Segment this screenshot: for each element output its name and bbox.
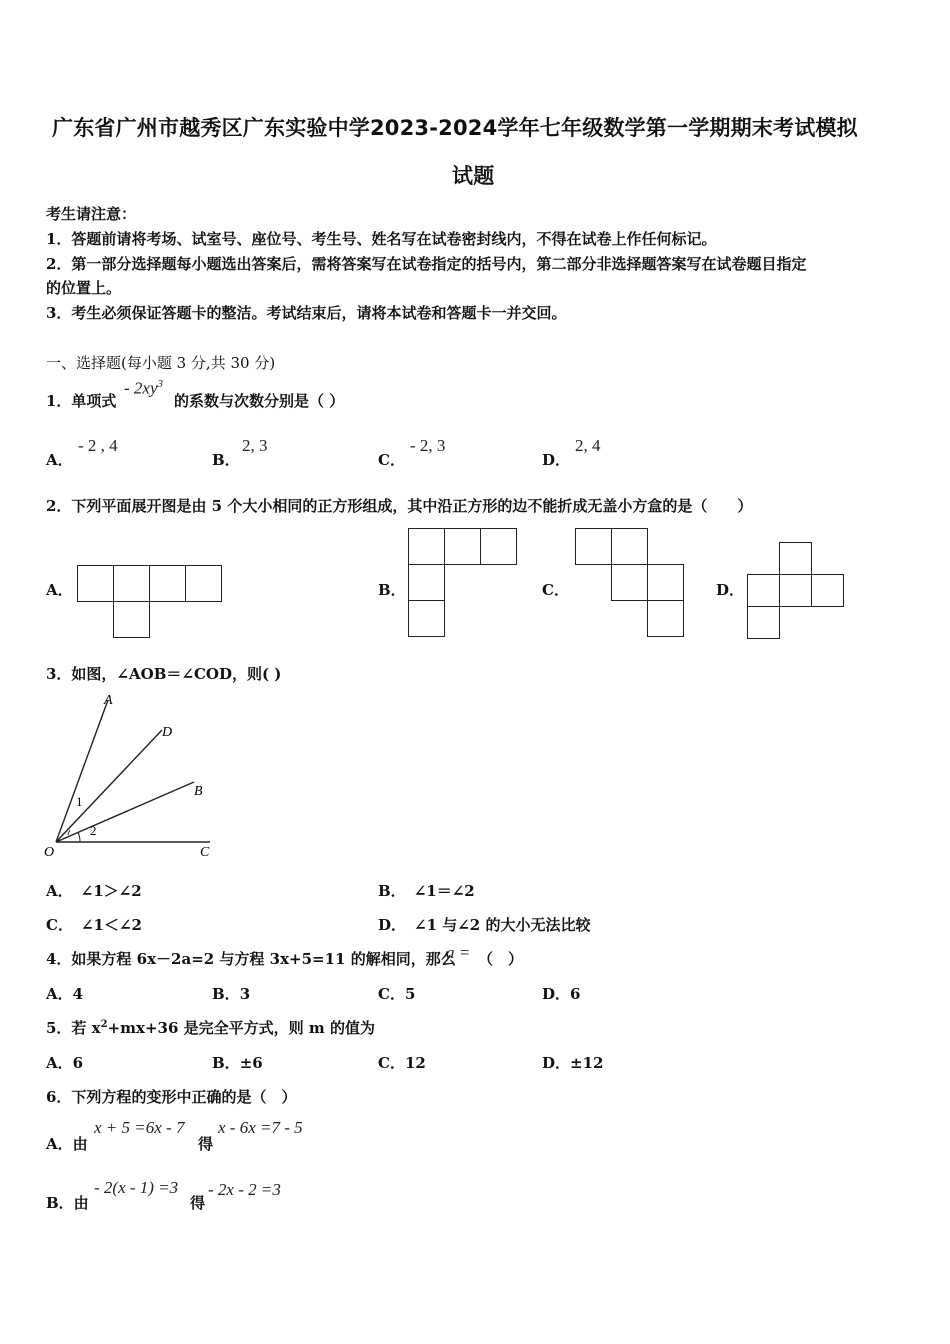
q1-suffix: 的系数与次数分别是（ ）	[174, 392, 345, 410]
q4-tail: （ ）	[478, 950, 524, 968]
label-c: C	[200, 845, 210, 860]
q1-option-c-value: - 2, 3	[410, 436, 446, 455]
page-title-line2: 试题	[452, 164, 495, 188]
q3-option-d: D． ∠1 与∠2 的大小无法比较	[378, 916, 591, 934]
q1-option-d-value: 2, 4	[575, 436, 601, 455]
label-b: B	[194, 784, 203, 799]
q5-stem: 5．若 $x^2+mx+36$ 是完全平方式，则 m 的值为	[46, 1019, 375, 1037]
q6-option-b-mid: 得	[190, 1194, 206, 1212]
q6-option-a-mid: 得	[198, 1135, 214, 1153]
q3-option-b: B． ∠1＝∠2	[378, 882, 475, 900]
q6-option-a-expr2: x - 6x =7 - 5	[218, 1118, 303, 1137]
q4-option-a: A．4	[46, 985, 84, 1003]
q3-stem: 3．如图，∠AOB＝∠COD，则( )	[46, 665, 282, 683]
q1-expression: - $2xy^3$	[124, 378, 164, 398]
q3-option-a: A． ∠1＞∠2	[46, 882, 142, 900]
q5-option-c: C．12	[378, 1054, 426, 1072]
section-heading: 一、选择题(每小题 3 分,共 30 分)	[46, 354, 276, 372]
ray-oa	[56, 700, 108, 842]
q6-option-a-expr1: x + 5 =6x - 7	[94, 1118, 185, 1137]
q4-variable: a =	[446, 943, 471, 962]
q6-option-b-expr1: - 2(x - 1) =3	[94, 1178, 179, 1197]
q1-option-b-value: 2, 3	[242, 436, 268, 455]
q2-stem: 2．下列平面展开图是由 5 个大小相同的正方形组成，其中沿正方形的边不能折成无盖小方盒的是（ ）	[46, 497, 753, 515]
page-title-line1: 广东省广州市越秀区广东实验中学2023-2024学年七年级数学第一学期期末考试模拟	[52, 116, 858, 140]
q4-option-d: D．6	[542, 985, 581, 1003]
q4-option-b: B．3	[212, 985, 251, 1003]
q6-option-b-expr2: - 2x - 2 =3	[208, 1180, 281, 1199]
q2-option-b-label: B．	[378, 581, 406, 599]
q4-stem: 4．如果方程 6x－2a=2 与方程 3x+5=11 的解相同，那么	[46, 950, 456, 968]
notice-heading: 考生请注意：	[46, 205, 137, 223]
q6-option-b-label: B．由	[46, 1194, 89, 1212]
q5-option-b: B．±6	[212, 1054, 263, 1072]
q2-option-d-label: D．	[716, 581, 745, 599]
q2-option-a-label: A．	[46, 581, 73, 599]
ray-od	[56, 730, 162, 842]
label-angle-1: 1	[76, 794, 83, 809]
q3-angle-figure	[42, 690, 222, 862]
q2-option-c-label: C．	[542, 581, 569, 599]
q1-option-a-label: A．	[46, 451, 73, 469]
label-o: O	[44, 845, 55, 860]
label-d: D	[162, 725, 173, 740]
label-a: A	[104, 693, 113, 708]
q4-option-c: C．5	[378, 985, 416, 1003]
q1-option-b-label: B．	[212, 451, 240, 469]
q1-option-a-value: - 2 , 4	[78, 436, 118, 455]
q3-option-c: C． ∠1＜∠2	[46, 916, 142, 934]
q5-option-d: D．±12	[542, 1054, 604, 1072]
notice-item-2: 2．第一部分选择题每小题选出答案后，需将答案写在试卷指定的括号内，第二部分非选择题答案写在试卷题目指定	[46, 255, 807, 273]
q6-stem: 6．下列方程的变形中正确的是（ ）	[46, 1088, 297, 1106]
notice-item-2-cont: 的位置上。	[46, 279, 122, 297]
q6-option-a-label: A．由	[46, 1135, 88, 1153]
ray-ob	[56, 782, 194, 842]
label-angle-2: 2	[90, 823, 97, 838]
q1-prefix: 1．单项式	[46, 392, 117, 410]
notice-item-1: 1．答题前请将考场、试室号、座位号、考生号、姓名写在试卷密封线内，不得在试卷上作任何标记。	[46, 230, 717, 248]
q1-option-c-label: C．	[378, 451, 405, 469]
notice-item-3: 3．考生必须保证答题卡的整洁。考试结束后，请将本试卷和答题卡一并交回。	[46, 304, 567, 322]
q5-option-a: A．6	[46, 1054, 84, 1072]
q1-option-d-label: D．	[542, 451, 571, 469]
